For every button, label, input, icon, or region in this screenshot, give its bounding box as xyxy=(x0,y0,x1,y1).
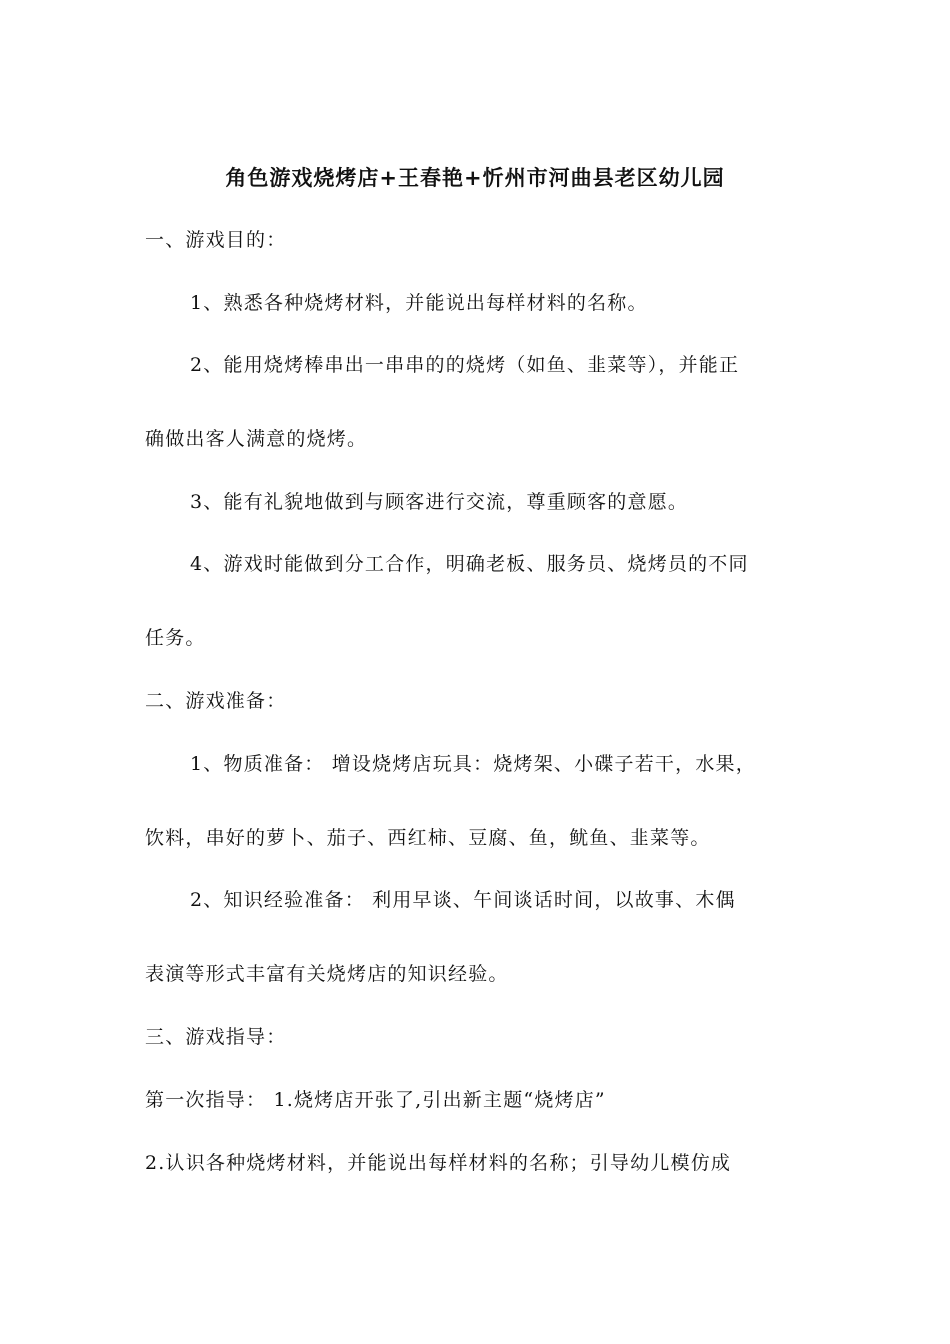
goal-item-2: 2、能用烧烤棒串出一串串的的烧烤（如鱼、韭菜等），并能正 xyxy=(190,354,740,376)
goal-item-2-continued: 确做出客人满意的烧烤。 xyxy=(145,428,368,450)
preparation-item-2-continued: 表演等形式丰富有关烧烤店的知识经验。 xyxy=(145,963,509,985)
preparation-item-1: 1、物质准备： 增设烧烤店玩具：烧烤架、小碟子若干，水果， xyxy=(190,753,756,775)
goal-item-1: 1、熟悉各种烧烤材料，并能说出每样材料的名称。 xyxy=(190,292,648,314)
goal-item-3: 3、能有礼貌地做到与顾客进行交流，尊重顾客的意愿。 xyxy=(190,491,689,513)
document-title: 角色游戏烧烤店+王春艳+忻州市河曲县老区幼儿园 xyxy=(225,166,725,190)
guidance-item-2: 2.认识各种烧烤材料，并能说出每样材料的名称；引导幼儿模仿成 xyxy=(145,1152,732,1174)
preparation-item-2: 2、知识经验准备： 利用早谈、午间谈话时间，以故事、木偶 xyxy=(190,889,736,911)
section-heading-preparation: 二、游戏准备： xyxy=(145,690,287,712)
section-heading-goals: 一、游戏目的： xyxy=(145,229,287,251)
section-heading-guidance: 三、游戏指导： xyxy=(145,1026,287,1048)
guidance-first-session: 第一次指导： 1.烧烤店开张了,引出新主题“烧烤店” xyxy=(145,1089,606,1111)
goal-item-4: 4、游戏时能做到分工合作，明确老板、服务员、烧烤员的不同 xyxy=(190,553,749,575)
goal-item-4-continued: 任务。 xyxy=(145,627,206,649)
preparation-item-1-continued: 饮料，串好的萝卜、茄子、西红柿、豆腐、鱼，鱿鱼、韭菜等。 xyxy=(145,827,711,849)
